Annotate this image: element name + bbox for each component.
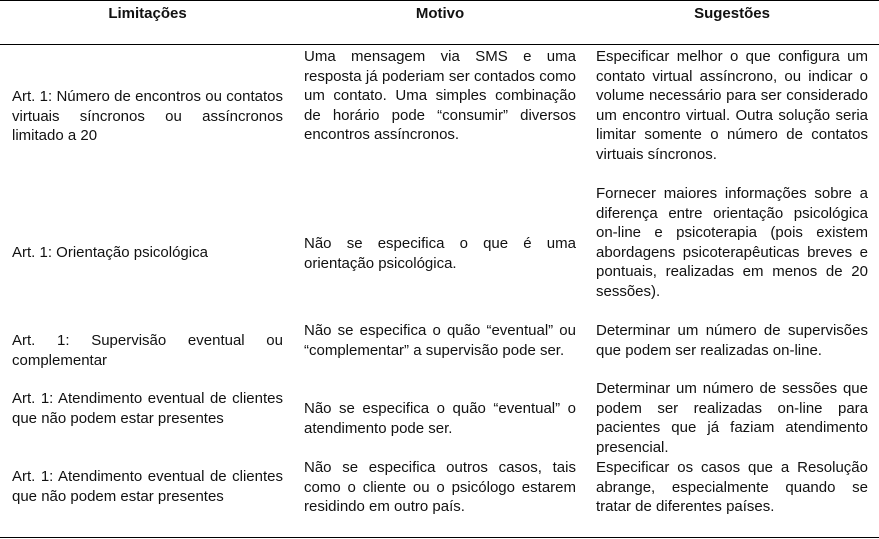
row5-sugestao: Especificar os casos que a Resolução abrange, especialmente quando se tratar de diferentes países. [596,459,868,515]
header-sugestoes: Sugestões [694,5,770,22]
header-motivo: Motivo [415,5,465,22]
row1-motivo: Uma mensagem via SMS e uma resposta já poderiam ser contados como um contato. Uma simples combinação de horário pode “consumir” diversos encontros assíncronos. [304,48,576,143]
row4-sugestao: Determinar um número de sessões que podem ser realizadas on-line para pacientes que já faziam atendimento presencial. [596,380,868,456]
row3-limitacao: Art. 1: Supervisão eventual ou complementar [12,332,283,369]
row4-limitacao: Art. 1: Atendimento eventual de clientes que não podem estar presentes [12,390,283,427]
row1-limitacao: Art. 1: Número de encontros ou contatos virtuais síncronos ou assíncronos limitado a 20 [12,88,283,144]
row3-sugestao: Determinar um número de supervisões que podem ser realizadas on-line. [596,322,868,359]
row2-sugestao: Fornecer maiores informações sobre a diferença entre orientação psicológica on-line e psicoterapia (pois existem abordagens psicoterapêuticas breves e pontuais, realizadas em menos de 20 sessões). [596,185,868,300]
table-top-rule [0,0,879,1]
header-limitacoes: Limitações [108,5,187,22]
row1-sugestao: Especificar melhor o que configura um contato virtual assíncrono, ou indicar o volume necessário para ser considerado um encontro virtual. Outra solução seria limitar somente o número de contatos virtuais síncronos. [596,48,868,163]
row5-motivo: Não se especifica outros casos, tais como o cliente ou o psicólogo estarem residindo em outro país. [304,459,576,515]
table-bottom-rule [0,537,879,538]
header-rule [0,44,879,45]
row2-limitacao: Art. 1: Orientação psicológica [12,244,208,261]
row3-motivo: Não se especifica o quão “eventual” ou “complementar” a supervisão pode ser. [304,322,576,359]
row4-motivo: Não se especifica o quão “eventual” o atendimento pode ser. [304,400,576,437]
row2-motivo: Não se especifica o que é uma orientação psicológica. [304,235,576,272]
row5-limitacao: Art. 1: Atendimento eventual de clientes que não podem estar presentes [12,468,283,505]
